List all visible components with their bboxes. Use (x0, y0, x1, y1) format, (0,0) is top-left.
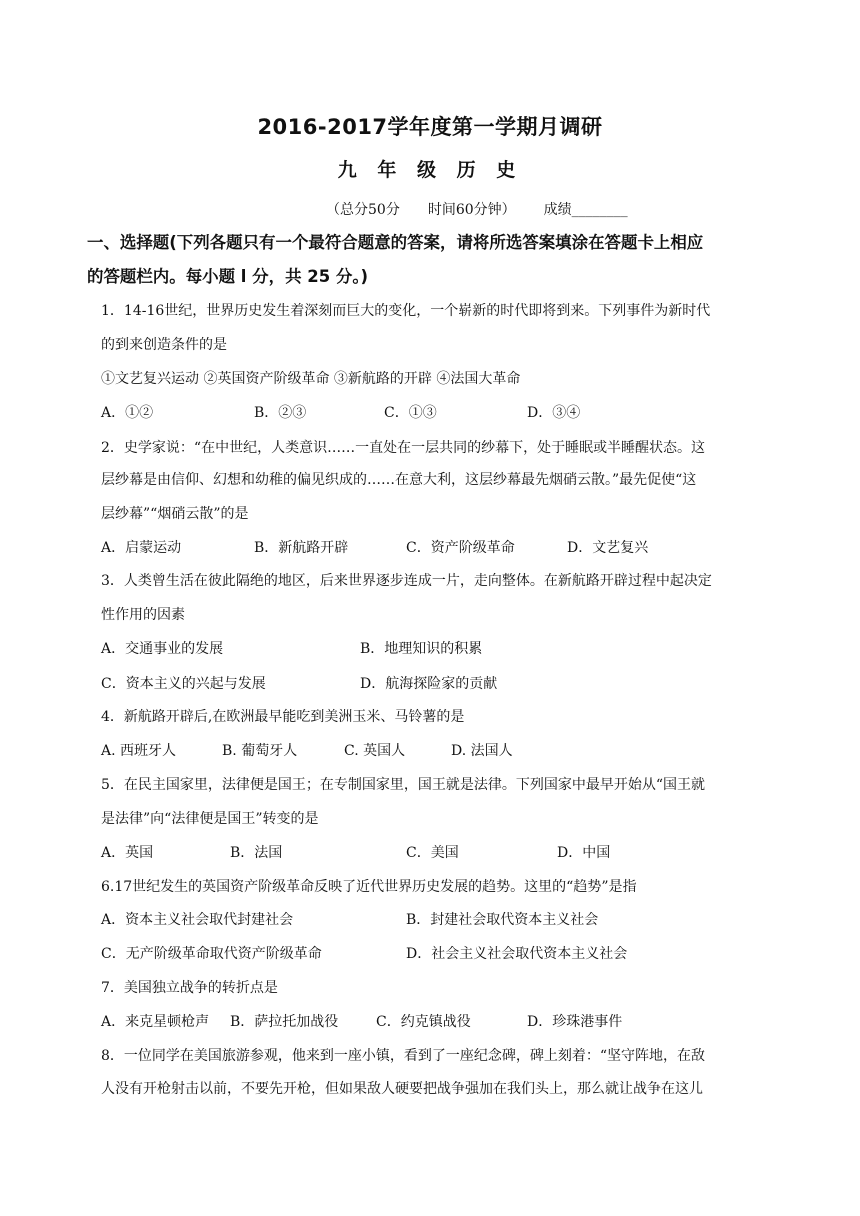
section-heading-line: 的答题栏内。每小题 l 分，共 25 分。) (87, 267, 369, 286)
question-5-stem: 是法律”向“法律便是国王”转变的是 (101, 811, 319, 827)
question-7-option-d: D．珍珠港事件 (527, 1014, 623, 1030)
question-3-option-d: D．航海探险家的贡献 (360, 676, 498, 692)
question-5-option-d: D．中国 (557, 845, 611, 861)
question-1-stem: 的到来创造条件的是 (101, 337, 227, 353)
question-3-option-b: B．地理知识的积累 (360, 641, 483, 657)
question-3-option-a: A．交通事业的发展 (101, 641, 224, 657)
section-heading (87, 226, 774, 294)
question-4-option-d: D. 法国人 (451, 743, 513, 759)
question-7-option-b: B．萨拉托加战役 (230, 1014, 339, 1030)
question-2-option-c: C．资产阶级革命 (406, 540, 515, 556)
question-3-stem: 性作用的因素 (101, 607, 185, 623)
question-4-option-a: A. 西班牙人 (101, 743, 177, 759)
question-8-stem: 8．一位同学在美国旅游参观，他来到一座小镇，看到了一座纪念碑，碑上刻着：“坚守阵地，在敌 (101, 1048, 706, 1064)
question-2-option-d: D．文艺复兴 (567, 540, 649, 556)
question-2-option-b: B．新航路开辟 (254, 540, 349, 556)
question-2-option-a: A．启蒙运动 (101, 540, 182, 556)
question-1-option-b: B．②③ (254, 405, 307, 421)
exam-title: 2016-2017学年度第一学期月调研 (257, 115, 603, 139)
question-4-option-b: B. 葡萄牙人 (222, 743, 298, 759)
question-3-option-c: C．资本主义的兴起与发展 (101, 676, 266, 692)
question-7-option-c: C．约克镇战役 (376, 1014, 471, 1030)
question-4-stem: 4．新航路开辟后,在欧洲最早能吃到美洲玉米、马铃薯的是 (101, 709, 465, 725)
question-6-option-b: B．封建社会取代资本主义社会 (406, 912, 599, 928)
score-field: 成绩________ (543, 202, 628, 218)
question-2-stem: 层纱幕是由信仰、幻想和幼稚的偏见织成的……在意大利，这层纱幕最先烟硝云散。”最先促使“这 (101, 472, 697, 488)
section-heading-line: 一、选择题(下列各题只有一个最符合题意的答案，请将所选答案填涂在答题卡上相应 (87, 233, 704, 252)
total-score: （总分50分 (326, 202, 400, 218)
question-5-option-b: B．法国 (230, 845, 283, 861)
question-1-stem: 1．14-16世纪，世界历史发生着深刻而巨大的变化，一个崭新的时代即将到来。下列事件为新时代 (101, 303, 711, 319)
question-7-stem: 7．美国独立战争的转折点是 (101, 980, 278, 996)
question-6-option-a: A．资本主义社会取代封建社会 (101, 912, 294, 928)
question-6-option-d: D．社会主义社会取代资本主义社会 (406, 946, 628, 962)
question-5-option-c: C．美国 (406, 845, 459, 861)
time-limit: 时间60分钟） (427, 202, 516, 218)
exam-meta (326, 199, 628, 221)
question-5-option-a: A．英国 (101, 845, 154, 861)
question-2-stem: 2．史学家说：“在中世纪，人类意识……一直处在一层共同的纱幕下，处于睡眠或半睡醒状态。这 (101, 440, 706, 456)
question-2-stem: 层纱幕”“烟硝云散”的是 (101, 506, 249, 522)
question-1-option-c: C．①③ (384, 405, 437, 421)
question-6-stem: 6.17世纪发生的英国资产阶级革命反映了近代世界历史发展的趋势。这里的“趋势”是指 (101, 879, 637, 895)
question-8-stem: 人没有开枪射击以前，不要先开枪，但如果敌人硬要把战争强加在我们头上，那么就让战争在这儿 (101, 1081, 703, 1097)
question-6-option-c: C．无产阶级革命取代资产阶级革命 (101, 946, 322, 962)
question-7-option-a: A．来克星顿枪声 (101, 1014, 210, 1030)
question-5-stem: 5．在民主国家里，法律便是国王；在专制国家里，国王就是法律。下列国家中最早开始从“国王就 (101, 777, 706, 793)
question-1-option-a: A．①② (101, 405, 154, 421)
question-1-option-d: D．③④ (527, 405, 581, 421)
question-4-option-c: C. 英国人 (344, 743, 406, 759)
question-3-stem: 3．人类曾生活在彼此隔绝的地区，后来世界逐步连成一片，走向整体。在新航路开辟过程中起决定 (101, 573, 712, 589)
exam-subtitle: 九 年 级 历 史 (337, 159, 523, 181)
question-1-items: ①文艺复兴运动 ②英国资产阶级革命 ③新航路的开辟 ④法国大革命 (101, 371, 521, 387)
